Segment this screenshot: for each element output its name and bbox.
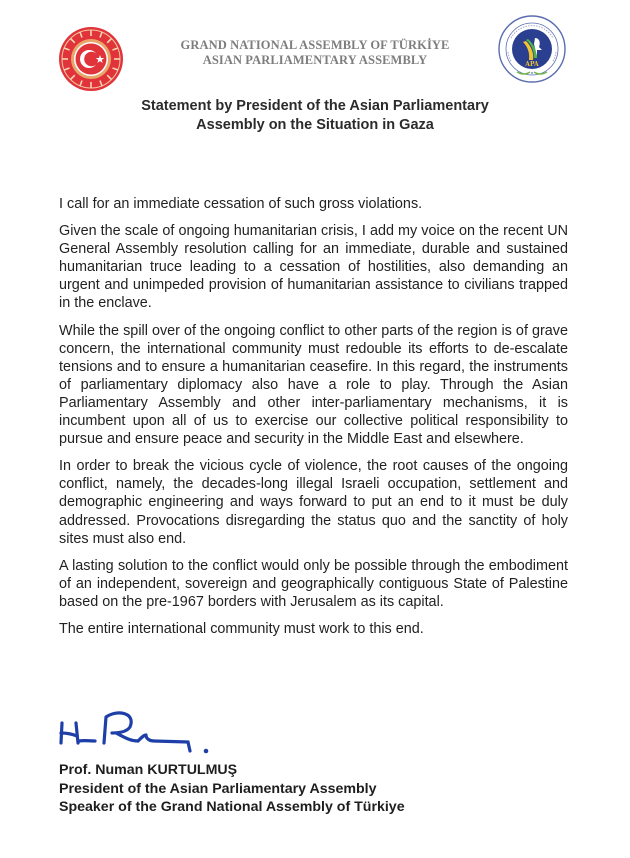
signatory-role-1: President of the Asian Parliamentary Assembly	[59, 780, 377, 797]
paragraph: In order to break the vicious cycle of violence, the root causes of the ongoing conflict, namely, the decades-long illegal Israeli occupation, settlement and demographic engineering and ways forward to put an end to it must be duly addressed. Provocations disregarding the status quo and the sanctity of holy sites must also end.	[59, 458, 568, 547]
paragraph: I call for an immediate cessation of such gross violations.	[59, 196, 423, 212]
header-line-1: GRAND NATIONAL ASSEMBLY OF TÜRKİYE	[180, 38, 450, 52]
paragraph: While the spill over of the ongoing conflict to other parts of the region is of grave concern, the international community must redouble its efforts to de-escalate tensions and to ensure a humanitarian ceasefire. In this regard, the instruments of parliamentary diplomacy also have a role to play. Through the Asian Parliamentary Assembly and other inter-parliamentary mechanisms, it is incumbent upon all of us to exercise our collective political responsibility to pursue and ensure peace and security in the Middle East and elsewhere.	[59, 322, 568, 448]
paragraph: The entire international community must work to this end.	[59, 620, 424, 637]
paragraph: Given the scale of ongoing humanitarian crisis, I add my voice on the recent UN General Assembly resolution calling for an immediate, durable and sustained humanitarian truce leading to a cessation of hostilities, also demanding an urgent and unimpeded provision of humanitarian assistance to civilians trapped in the enclave.	[59, 223, 568, 312]
title-line-1: Statement by President of the Asian Parliamentary	[141, 98, 489, 114]
apa-emblem-icon	[497, 14, 567, 84]
statement-title	[100, 97, 530, 135]
letterhead-titles	[150, 38, 480, 68]
svg-text:APA: APA	[525, 61, 539, 68]
signatory-block	[59, 761, 405, 817]
signatory-role-2: Speaker of the Grand National Assembly of Türkiye	[59, 799, 405, 815]
handwritten-signature-icon	[58, 703, 218, 759]
signatory-name: Prof. Numan KURTULMUŞ	[59, 762, 238, 778]
tbmm-emblem-icon	[58, 26, 124, 92]
statement-body	[59, 195, 568, 647]
paragraph: A lasting solution to the conflict would only be possible through the embodiment of an independent, sovereign and geographically contiguous State of Palestine based on the pre-1967 borders with Jerusalem as its capital.	[59, 557, 568, 610]
letterhead	[0, 0, 630, 90]
title-line-2: Assembly on the Situation in Gaza	[196, 117, 434, 133]
header-line-2: ASIAN PARLIAMENTARY ASSEMBLY	[202, 53, 428, 67]
